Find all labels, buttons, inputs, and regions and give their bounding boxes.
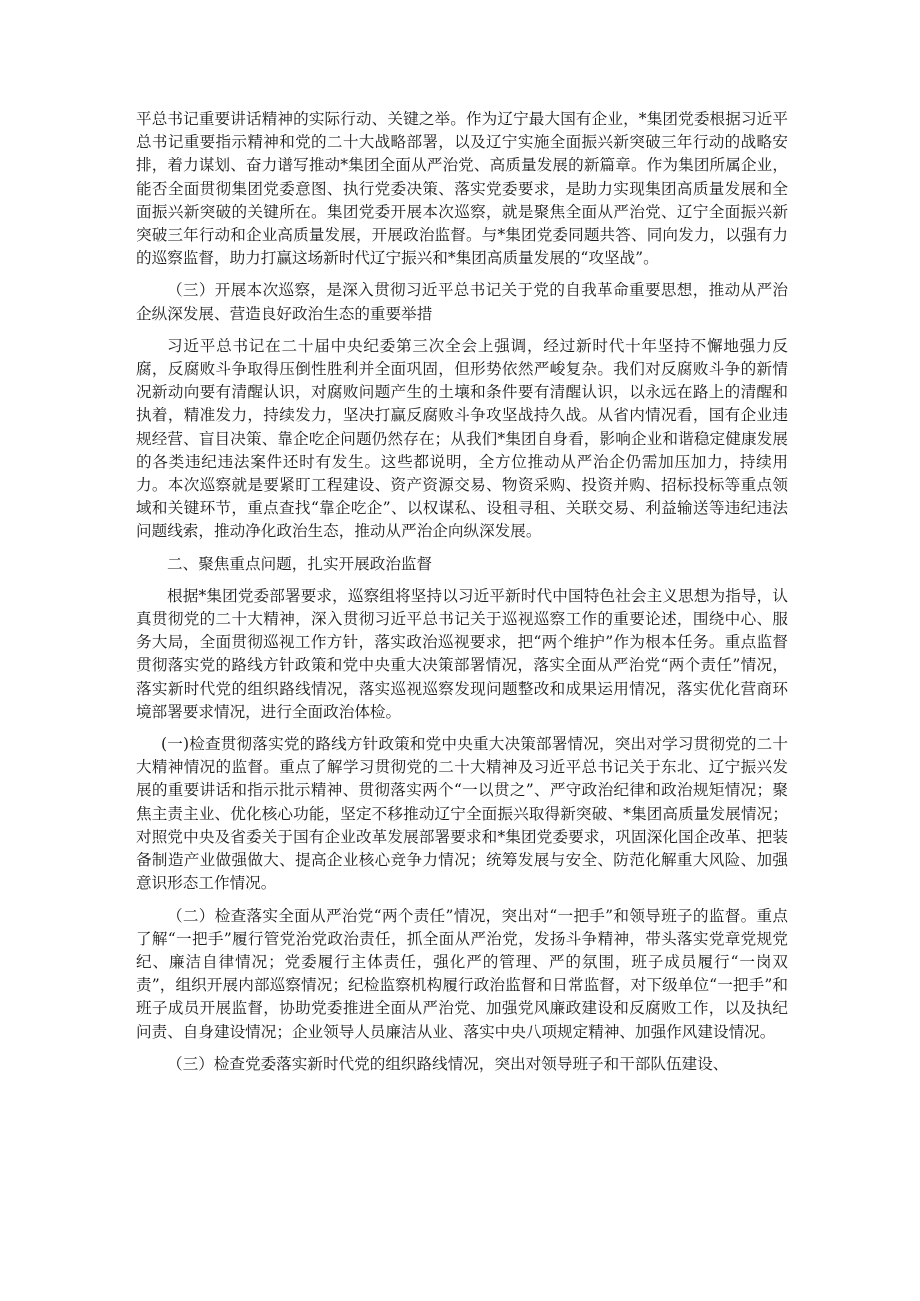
chapter-heading-2: 二、聚焦重点问题，扎实开展政治监督 bbox=[167, 554, 433, 573]
paragraph-supervision-overview: 根据*集团党委部署要求，巡察组将坚持以习近平新时代中国特色社会主义思想为指导，认真贯彻党的二十大精神，深入贯彻习近平总书记关于巡视巡察工作的重要论述，围绕中心、服务大局，全面贯彻巡视工作方针，落实政治巡视要求，把“两个维护”作为根本任务。重点监督贯彻落实党的路线方针政策和党中央重大决策部署情况，落实全面从严治党“两个责任”情况，落实新时代党的组织路线情况，落实巡视巡察发现问题整改和成果运用情况，落实优化营商环境部署要求情况，进行全面政治体检。 bbox=[136, 586, 788, 721]
paragraph-intro-continued: 平总书记重要讲话精神的实际行动、关键之举。作为辽宁最大国有企业，*集团党委根据习近平总书记重要指示精神和党的二十大战略部署，以及辽宁实施全面振兴新突破三年行动的战略安排，着力谋划、奋力谱写推动*集团全面从严治党、高质量发展的新篇章。作为集团所属企业，能否全面贯彻集团党委意图、执行党委决策、落实党委要求，是助力实现集团高质量发展和全面振兴新突破的关键所在。集团党委开展本次巡察，就是聚焦全面从严治党、辽宁全面振兴新突破三年行动和企业高质量发展，开展政治监督。与*集团党委同题共答、同向发力，以强有力的巡察监督，助力打赢这场新时代辽宁振兴和*集团高质量发展的“攻坚战”。 bbox=[136, 110, 788, 268]
paragraph-item-2: （二）检查落实全面从严治党“两个责任”情况，突出对“一把手”和领导班子的监督。重点了解“一把手”履行管党治党政治责任，抓全面从严治党，发扬斗争精神，带头落实党章党规党纪、廉洁自律情况；党委履行主体责任，强化严的管理、严的氛围，班子成员履行“一岗双责”，组织开展内部巡察情况；纪检监察机构履行政治监督和日常监督，对下级单位“一把手”和班子成员开展监督，协助党委推进全面从严治党、加强党风廉政建设和反腐败工作，以及执纪问责、自身建设情况；企业领导人员廉洁从业、落实中央八项规定精神、加强作风建设情况。 bbox=[136, 906, 788, 1041]
paragraph-item-1: (一)检查贯彻落实党的路线方针政策和党中央重大决策部署情况，突出对学习贯彻党的二十大精神情况的监督。重点了解学习贯彻党的二十大精神及习近平总书记关于东北、辽宁振兴发展的重要讲话和指示批示精神、贯彻落实两个“一以贯之”、严守政治纪律和政治规矩情况；聚焦主责主业、优化核心功能，坚定不移推动辽宁全面振兴取得新突破、*集团高质量发展情况；对照党中央及省委关于国有企业改革发展部署要求和*集团党委要求，巩固深化国企改革、把装备制造产业做强做大、提高企业核心竞争力情况；统筹发展与安全、防范化解重大风险、加强意识形态工作情况。 bbox=[136, 735, 788, 893]
paragraph-item-3: （三）检查党委落实新时代党的组织路线情况，突出对领导班子和干部队伍建设、 bbox=[167, 1054, 729, 1073]
document-body bbox=[136, 108, 788, 1076]
paragraph-anticorruption: 习近平总书记在二十届中央纪委第三次全会上强调，经过新时代十年坚持不懈地强力反腐，反腐败斗争取得压倒性胜利并全面巩固，但形势依然严峻复杂。我们对反腐败斗争的新情况新动向要有清醒认识，对腐败问题产生的土壤和条件要有清醒认识，以永远在路上的清醒和执着，精准发力，持续发力，坚决打赢反腐败斗争攻坚战持久战。从省内情况看，国有企业违规经营、盲目决策、靠企吃企问题仍然存在；从我们*集团自身看，影响企业和谐稳定健康发展的各类违纪违法案件还时有发生。这些都说明，全方位推动从严治企仍需加压加力，持续用力。本次巡察就是要紧盯工程建设、资产资源交易、物资采购、投资并购、招标投标等重点领域和关键环节，重点查找“靠企吃企”、以权谋私、设租寻租、关联交易、利益输送等违纪违法问题线索，推动净化政治生态，推动从严治企向纵深发展。 bbox=[136, 336, 788, 541]
section-heading-3: （三）开展本次巡察，是深入贯彻习近平总书记关于党的自我革命重要思想，推动从严治企纵深发展、营造良好政治生态的重要举措 bbox=[136, 281, 788, 323]
